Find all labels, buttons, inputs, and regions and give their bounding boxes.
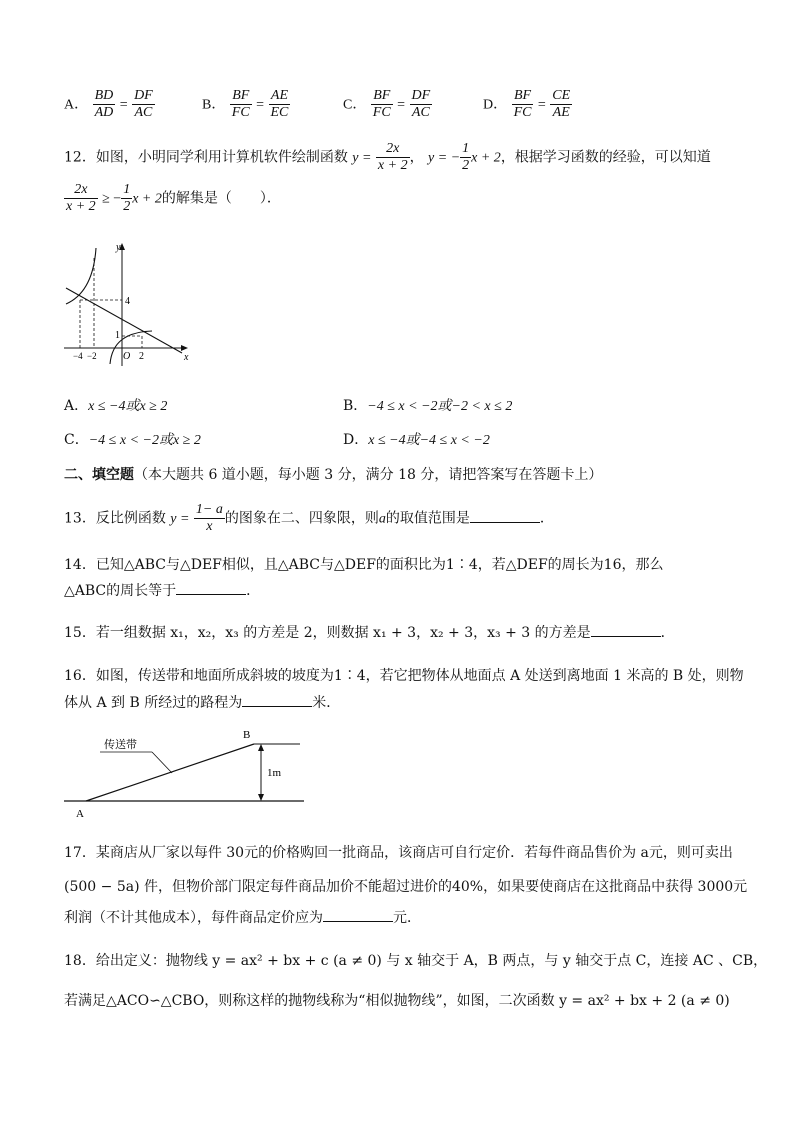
fraction: $\frac{DF}{AC}$ (134, 88, 153, 120)
fraction: $\frac{1}{2}$ (462, 141, 470, 173)
q11-option-b[interactable]: B． $\frac{BF}{FC}$ = $\frac{AE}{EC}$ (202, 88, 289, 120)
q12-option-a[interactable]: A．x ≤ −4或x ≥ 2 (64, 398, 168, 414)
section-desc: （本大题共 6 道小题，每小题 3 分，满分 18 分，请把答案写在答题卡上） (134, 467, 603, 483)
q11-option-c[interactable]: C． $\frac{BF}{FC}$ = $\frac{DF}{AC}$ (343, 88, 431, 120)
fraction: $\frac{1}{2}$ (123, 182, 131, 214)
fraction: $\frac{BD}{AD}$ (94, 88, 114, 120)
tick-label-2: 2 (139, 351, 144, 362)
q14-line1: 14．已知△ABC与△DEF相似，且△ABC与△DEF的面积比为1∶4，若△DEF的周长为16，那么 (64, 557, 664, 573)
q12-line2: $\frac{2x}{x + 2}$ ≥ − $\frac{1}{2}$ x + 2的解集是（ ）． (66, 182, 281, 214)
section-2-header (64, 464, 602, 484)
question-13: 13．反比例函数 y = $\frac{1- a}{x}$ 的图象在二、四象限，则a的取值范围是 ． (64, 502, 554, 534)
answer-blank[interactable] (242, 692, 312, 707)
y-axis-label: y (116, 242, 121, 253)
fraction: $\frac{BF}{FC}$ (513, 88, 532, 120)
q12-option-c[interactable]: C．−4 ≤ x < −2或x ≥ 2 (64, 432, 201, 448)
x-axis-arrow (181, 345, 188, 351)
q12-line1: 12．如图，小明同学利用计算机软件绘制函数 y = $\frac{2x}{x + 2}$ ， y = − $\frac{1}{2}$ x + 2，根据学习函数的经验，可以知道 (64, 141, 711, 173)
fraction: $\frac{1- a}{x}$ (195, 502, 223, 534)
q16-line1: 16．如图，传送带和地面所成斜坡的坡度为1∶4，若它把物体从地面点 A 处送到离地面 1 米高的 B 处，则物 (64, 668, 744, 684)
question-15: 15．若一组数据 x₁，x₂，x₃ 的方差是 2，则数据 x₁ + 3，x₂ + 3，x₃ + 3 的方差是 ． (64, 622, 675, 642)
height-arrow-down (258, 794, 264, 801)
belt-label-leader (152, 752, 172, 773)
fraction: $\frac{BF}{FC}$ (372, 88, 391, 120)
height-label: 1m (267, 767, 282, 779)
q11-option-d[interactable]: D． $\frac{BF}{FC}$ = $\frac{CE}{AE}$ (483, 88, 571, 120)
answer-blank[interactable] (591, 622, 661, 637)
hyperbola-left-branch (66, 248, 96, 304)
fraction: $\frac{CE}{AE}$ (552, 88, 571, 120)
tick-label-neg2: −2 (87, 351, 97, 361)
q12-graph (60, 238, 200, 368)
q18-line2: 若满足△ACO∽△CBO，则称这样的抛物线称为“相似抛物线”，如图，二次函数 y = ax² + bx + 2 (a ≠ 0) (64, 993, 730, 1009)
section-title: 二、填空题 (64, 467, 134, 483)
x-axis-label: x (184, 352, 189, 363)
origin-label: O (123, 351, 131, 362)
q12-option-b[interactable]: B．−4 ≤ x < −2或−2 < x ≤ 2 (343, 398, 513, 414)
answer-blank[interactable] (470, 508, 540, 523)
belt-label: 传送带 (104, 739, 137, 751)
q18-line1: 18．给出定义：抛物线 y = ax² + bx + c (a ≠ 0) 与 x 轴交于 A，B 两点，与 y 轴交于点 C，连接 AC 、CB， (64, 953, 768, 969)
option-label: D． (483, 97, 508, 113)
q17-line3: 利润（不计其他成本），每件商品定价应为 元． (64, 907, 421, 927)
conveyor-belt (86, 744, 254, 801)
q11-option-a[interactable]: A． $\frac{BD}{AD}$ = $\frac{DF}{AC}$ (64, 88, 153, 120)
point-a-label: A (76, 808, 84, 820)
fraction: $\frac{AE}{EC}$ (270, 88, 289, 120)
q16-line2: 体从 A 到 B 所经过的路程为 米． (64, 692, 340, 712)
fraction: $\frac{BF}{FC}$ (231, 88, 250, 120)
q17-line2: (500 − 5a) 件，但物价部门限定每件商品加价不能超过进价的40%，如果要使商店在这批商品中获得 3000元 (64, 879, 748, 895)
fraction: $\frac{2x}{x + 2}$ (377, 141, 408, 173)
q17-line1: 17．某商店从厂家以每件 30元的价格购回一批商品，该商店可自行定价．若每件商品售价为 a元，则可卖出 (64, 845, 733, 861)
fraction: $\frac{DF}{AC}$ (411, 88, 431, 120)
q14-line2: △ABC的周长等于 ． (64, 580, 260, 600)
option-label: A． (64, 97, 89, 113)
answer-blank[interactable] (323, 907, 393, 922)
q12-option-d[interactable]: D．x ≤ −4或−4 ≤ x < −2 (343, 432, 490, 448)
tick-label-neg4: −4 (73, 351, 83, 361)
height-arrow-up (258, 744, 264, 751)
fraction: $\frac{2x}{x + 2}$ (66, 182, 96, 214)
option-label: B． (202, 97, 226, 113)
linear-function-line (66, 288, 182, 353)
q16-figure (60, 724, 310, 824)
option-label: C． (343, 97, 367, 113)
tick-label-4: 4 (125, 296, 130, 307)
answer-blank[interactable] (176, 580, 246, 595)
point-b-label: B (243, 729, 251, 741)
tick-label-1: 1 (115, 330, 120, 341)
